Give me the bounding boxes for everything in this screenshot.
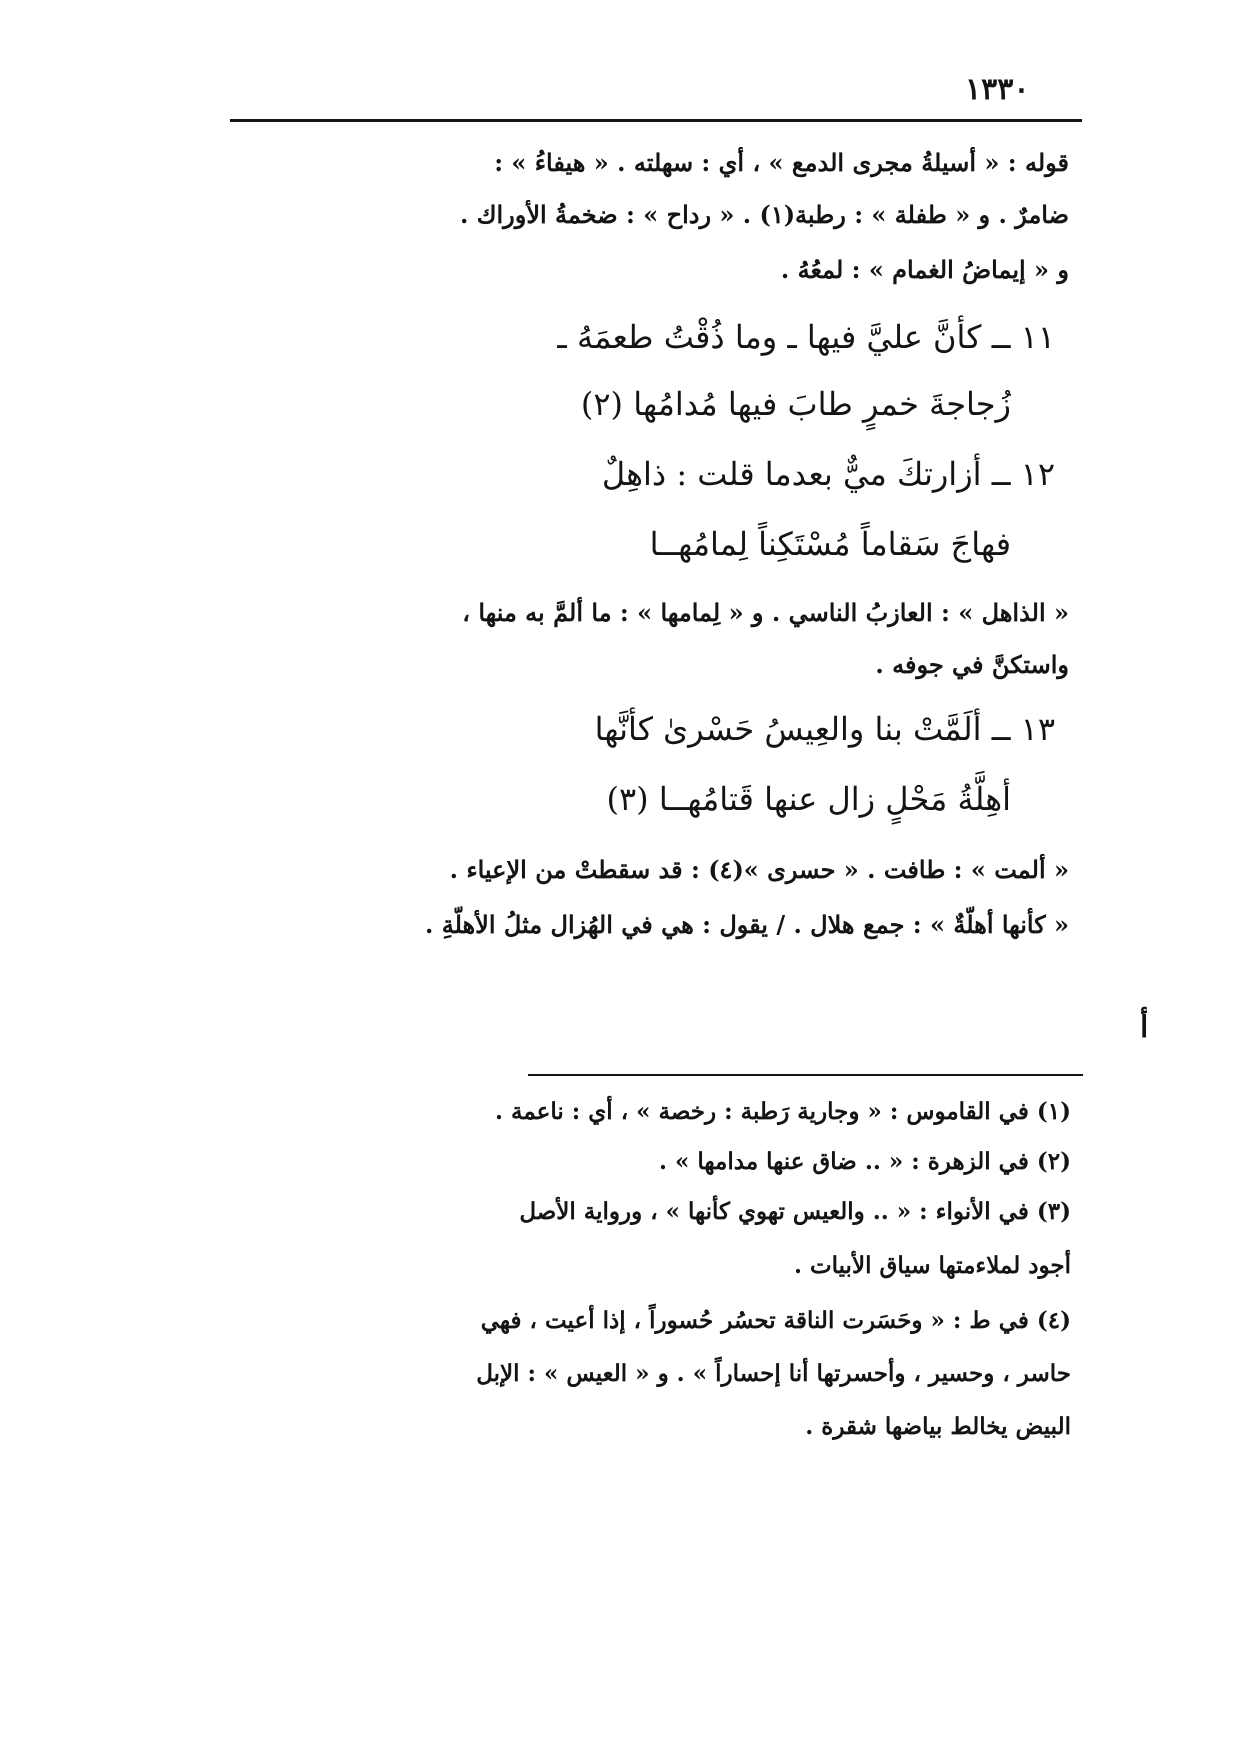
commentary-line: ضامرٌ . و « طفلة » : رطبة(١) . « رداح » : ضخمةُ الأوراك . (460, 200, 1069, 229)
verse-13-second-hemistich: أهِلَّةُ مَحْلٍ زال عنها قَتامُهــا (٣) (606, 780, 1011, 818)
header-rule (230, 119, 1082, 122)
commentary-line: قوله : « أسيلةُ مجرى الدمع » ، أي : سهلته . « هيفاءُ » : (494, 148, 1069, 177)
footnote-line: حاسر ، وحسير ، وأحسرتها أنا إحساراً » . و « العيس » : الإبل (476, 1360, 1071, 1387)
footnote-line: (٣) في الأنواء : « .. والعيس تهوي كأنها » ، ورواية الأصل (519, 1198, 1071, 1225)
footnote-line: (٤) في ط : « وحَسَرت الناقة تحسُر حُسوراً ، إذا أعيت ، فهي (480, 1307, 1071, 1334)
margin-page-marker: أ (1140, 1010, 1149, 1045)
verse-13-first-hemistich: ١٣ ــ ألَمَّتْ بنا والعِيسُ حَسْرىٰ كأنَّها (594, 710, 1055, 748)
footnote-line: البيض يخالط بياضها شقرة . (805, 1413, 1071, 1440)
footnote-line: (٢) في الزهرة : « .. ضاق عنها مدامها » . (659, 1148, 1071, 1175)
verse-11-first-hemistich: ١١ ــ كأنَّ عليَّ فيها ـ وما ذُقْتُ طعمَهُ ـ (557, 318, 1055, 356)
commentary-line: « ألمت » : طافت . « حسرى »(٤) : قد سقطتْ من الإعياء . (449, 855, 1069, 884)
commentary-line: « الذاهل » : العازبُ الناسي . و « لِمامها » : ما ألمَّ به منها ، (462, 598, 1069, 627)
verse-12-second-hemistich: فهاجَ سَقاماً مُسْتَكِناً لِمامُهــا (649, 525, 1011, 563)
footnote-line: (١) في القاموس : « وجارية رَطبة : رخصة » ، أي : ناعمة . (495, 1098, 1071, 1125)
commentary-line: و « إيماضُ الغمام » : لمعُهُ . (780, 255, 1069, 284)
verse-11-second-hemistich: زُجاجةَ خمرٍ طابَ فيها مُدامُها (٢) (580, 385, 1011, 423)
footnote-line: أجود لملاءمتها سياق الأبيات . (793, 1252, 1071, 1279)
footnote-rule (528, 1074, 1083, 1076)
commentary-line: واستكنَّ في جوفه . (875, 650, 1069, 679)
commentary-line: « كأنها أهلّةٌ » : جمع هلال . / يقول : هي في الهُزال مثلُ الأهلّةِ . (425, 910, 1069, 939)
verse-12-first-hemistich: ١٢ ــ أزارتكَ ميٌّ بعدما قلت : ذاهِلٌ (601, 455, 1055, 493)
page-number: ١٣٣٠ (965, 72, 1030, 107)
